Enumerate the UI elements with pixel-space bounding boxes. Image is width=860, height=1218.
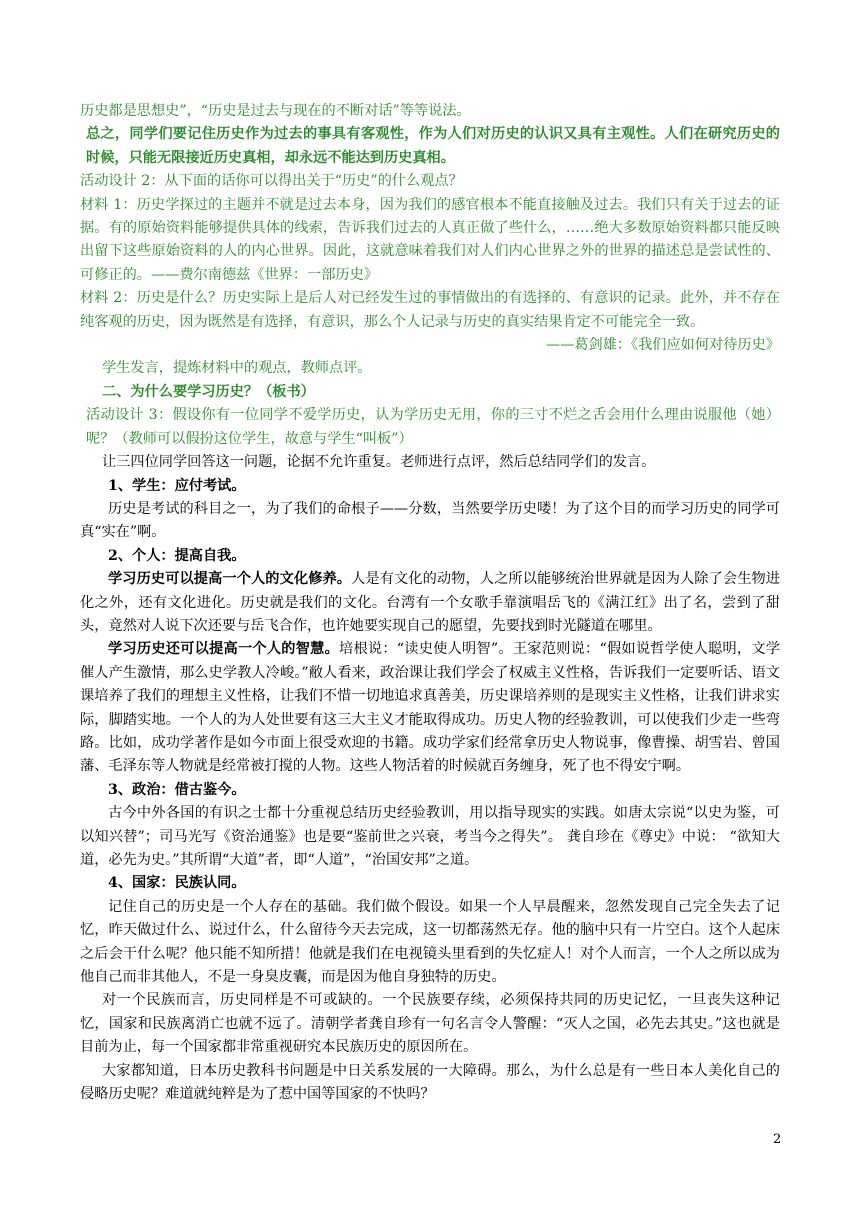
subheading-1: 1、学生：应付考试。 (108, 477, 246, 494)
page-content (80, 100, 780, 1106)
paragraph-text: 人是有文化的动物，人之所以能够统治世界就是因为人除了会生物进化之外，还有文化进化。历史就是我们的文化。台湾有一个女歌手靠演唱岳飞的《满江红》出了名，尝到了甜头，竟然对人说下次还要与岳飞合作，也许她要实现自己的愿望，先要找到时光隧道在哪里。 (80, 571, 780, 634)
paragraph: 大家都知道，日本历史教科书问题是中日关系发展的一大障碍。那么，为什么总是有一些日本人美化自己的侵略历史呢？难道就纯粹是为了惹中国等国家的不快吗？ (80, 1062, 780, 1103)
material-2-source: ——葛剑雄：《我们应如何对待历史》 (545, 337, 780, 354)
paragraph: 对一个民族而言，历史同样是不可或缺的。一个民族要存续，必须保持共同的历史记忆，一旦丧失这种记忆，国家和民族离消亡也就不远了。清朝学者龚自珍有一句名言令人警醒：“灭人之国，必先去其史。”这也就是目前为止，每一个国家都非常重视研究本民族历史的原因所在。 (80, 992, 780, 1056)
paragraph: 记住自己的历史是一个人存在的基础。我们做个假设。如果一个人早晨醒来，忽然发现自己完全失去了记忆，昨天做过什么、说过什么，什么留待今天去完成，这一切都荡然无存。他的脑中只有一片空白。这个人起床之后会干什么呢？他只能不知所措！他就是我们在电视镜头里看到的失忆症人！对个人而言，一个人之所以成为他自己而非其他人，不是一身臭皮囊，而是因为他自身独特的历史。 (80, 898, 780, 986)
emphasis: 学习历史还可以提高一个人的智慧。 (108, 641, 340, 658)
paragraph (80, 638, 780, 778)
emphasis: 学习历史可以提高一个人的文化修养。 (108, 571, 352, 588)
subheading-4: 4、国家：民族认同。 (108, 875, 246, 892)
page-number: 2 (773, 1132, 782, 1147)
paragraph: 让三四位同学回答这一问题，论据不允许重复。老师进行点评，然后总结同学们的发言。 (102, 454, 656, 471)
activity-2-heading: 活动设计 2：从下面的话你可以得出关于“历史”的什么观点？ (80, 173, 463, 190)
activity-3: 活动设计 3：假设你有一位同学不爱学历史，认为学历史无用，你的三寸不烂之舌会用什么理由说服他（她）呢？（教师可以假扮这位学生，故意与学生“叫板”） (86, 407, 780, 447)
subheading-3: 3、政治：借古鉴今。 (108, 781, 246, 798)
section-heading-2: 二、为什么要学习历史？（板书） (102, 383, 315, 400)
paragraph: 历史是考试的科目之一，为了我们的命根子——分数，当然要学历史喽！为了这个目的而学习历史的同学可真“实在”啊。 (80, 500, 780, 541)
paragraph: 历史都是思想史”，“历史是过去与现在的不断对话”等等说法。 (80, 103, 471, 119)
paragraph: 古今中外各国的有识之士都十分重视总结历史经验教训，用以指导现实的实践。如唐太宗说“以史为鉴，可以知兴替”；司马光写《资治通鉴》也是要“鉴前世之兴衰，考当今之得失”。 龚自珍在《尊史》中说： “欲知大道，必先为史。”其所谓“大道”者，即“人道”，“治国安邦”之道。 (80, 805, 780, 868)
subheading-2: 2、个人：提高自我。 (108, 547, 246, 564)
material-2: 材料 2：历史是什么？历史实际上是后人对已经发生过的事情做出的有选择的、有意识的记录。此外，并不存在纯客观的历史，因为既然是有选择，有意识，那么个人记录与历史的真实结果肯定不可能完全一致。 (80, 290, 780, 330)
paragraph (80, 568, 780, 638)
summary-paragraph: 总之，同学们要记住历史作为过去的事具有客观性，作为人们对历史的认识又具有主观性。人们在研究历史的时候，只能无限接近历史真相，却永远不能达到历史真相。 (86, 126, 780, 166)
paragraph-text: 培根说：“读史使人明智”。王家范则说：“假如说哲学使人聪明，文学催人产生激情，那么史学教人冷峻。”敝人看来，政治课让我们学会了权威主义性格，告诉我们一定要听话、语文课培养了我们的理想主义性格，让我们不惜一切地追求真善美，历史课培养则的是现实主义性格，让我们讲求实际，脚踏实地。一个人的为人处世要有这三大主义才能取得成功。历史人物的经验教训，可以使我们少走一些弯路。比如，成功学著作是如今市面上很受欢迎的书籍。成功学家们经常拿历史人物说事，像曹操、胡雪岩、曾国藩、毛泽东等人物就是经常被打搅的人物。这些人物活着的时候就百务缠身，死了也不得安宁啊。 (80, 641, 780, 775)
paragraph: 学生发言，提炼材料中的观点，教师点评。 (102, 360, 372, 377)
material-1: 材料 1：历史学探过的主题并不就是过去本身，因为我们的感官根本不能直接触及过去。我们只有关于过去的证据。有的原始资料能够提供具体的线索，告诉我们过去的人真正做了些什么，……绝大多数原始资料都只能反映出留下这些原始资料的人的内心世界。因此，这就意味着我们对人们内心世界之外的世界的描述总是尝试性的、可修正的。——费尔南德兹《世界：一部历史》 (80, 196, 780, 283)
